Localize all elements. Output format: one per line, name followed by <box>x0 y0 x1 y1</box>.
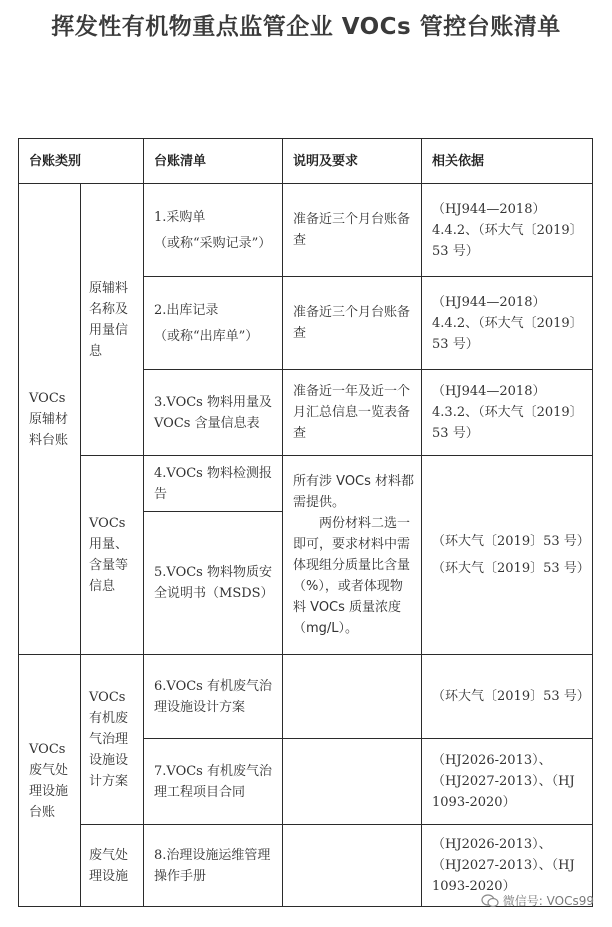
basis-note-msds: （环大气〔2019〕53 号） <box>432 561 590 576</box>
header-category: 台账类别 <box>19 139 144 184</box>
basis-cell: （HJ944—2018）4.4.2、（环大气〔2019〕53 号） <box>422 277 593 370</box>
category-raw: VOCs 原辅材料台账 <box>19 184 81 655</box>
description-note-choice: 两份材料二选一即可，要求材料中需体现组分质量比含量（%），或者体现物料 VOCs 质量浓度（mg/L）。 <box>293 516 411 636</box>
list-item: 4.VOCs 物料检测报告 <box>144 456 283 512</box>
category-design: VOCs 有机废气治理设施设计方案 <box>81 655 144 825</box>
description-cell: 准备近三个月台账备查 <box>283 277 422 370</box>
basis-cell: （环大气〔2019〕53 号） <box>422 655 593 739</box>
header-description: 说明及要求 <box>283 139 422 184</box>
list-item-label: 1.采购单 <box>154 209 206 225</box>
list-item: 5.VOCs 物料物质安全说明书（MSDS） <box>144 512 283 655</box>
wechat-icon <box>481 894 499 908</box>
category-name-usage: 原辅料名称及用量信息 <box>81 184 144 456</box>
list-item: 3.VOCs 物料用量及 VOCs 含量信息表 <box>144 370 283 456</box>
header-list: 台账清单 <box>144 139 283 184</box>
description-cell <box>283 825 422 907</box>
basis-merged-cell <box>422 456 593 655</box>
category-operation: 废气处理设施 <box>81 825 144 907</box>
list-item-label: 2.出库记录 <box>154 302 219 318</box>
header-basis: 相关依据 <box>422 139 593 184</box>
watermark-text: 微信号: VOCs99 <box>502 894 594 908</box>
table-header-row <box>19 139 593 184</box>
table-row <box>19 456 593 512</box>
list-item <box>144 277 283 370</box>
description-note-all: 所有涉 VOCs 材料都需提供。 <box>293 474 415 510</box>
category-vocs-content: VOCs 用量、含量等信息 <box>81 456 144 655</box>
basis-cell: （HJ2026-2013）、（HJ2027-2013）、（HJ 1093-2020） <box>422 739 593 825</box>
list-item-note: （或称“采购记录”） <box>154 235 272 251</box>
description-cell: 准备近三个月台账备查 <box>283 184 422 277</box>
table-row <box>19 184 593 277</box>
basis-note-report: （环大气〔2019〕53 号） <box>432 534 590 549</box>
document-title: 挥发性有机物重点监管企业 VOCs 管控台账清单 <box>51 14 561 40</box>
basis-cell: （HJ944—2018）4.3.2、（环大气〔2019〕53 号） <box>422 370 593 456</box>
list-item-note: （或称“出库单”） <box>154 328 259 344</box>
wechat-watermark <box>481 892 594 909</box>
description-cell <box>283 739 422 825</box>
list-item <box>144 184 283 277</box>
table-row <box>19 655 593 739</box>
basis-cell: （HJ2026-2013）、（HJ2027-2013）、（HJ 1093-2020） <box>422 825 593 907</box>
description-cell: 准备近一年及近一个月汇总信息一览表备查 <box>283 370 422 456</box>
list-item: 6.VOCs 有机废气治理设施设计方案 <box>144 655 283 739</box>
description-merged-cell <box>283 456 422 655</box>
category-treatment: VOCs 废气处理设施台账 <box>19 655 81 907</box>
basis-cell: （HJ944—2018）4.4.2、（环大气〔2019〕53 号） <box>422 184 593 277</box>
description-cell <box>283 655 422 739</box>
list-item: 8.治理设施运维管理操作手册 <box>144 825 283 907</box>
ledger-table <box>18 138 593 907</box>
list-item: 7.VOCs 有机废气治理工程项目合同 <box>144 739 283 825</box>
